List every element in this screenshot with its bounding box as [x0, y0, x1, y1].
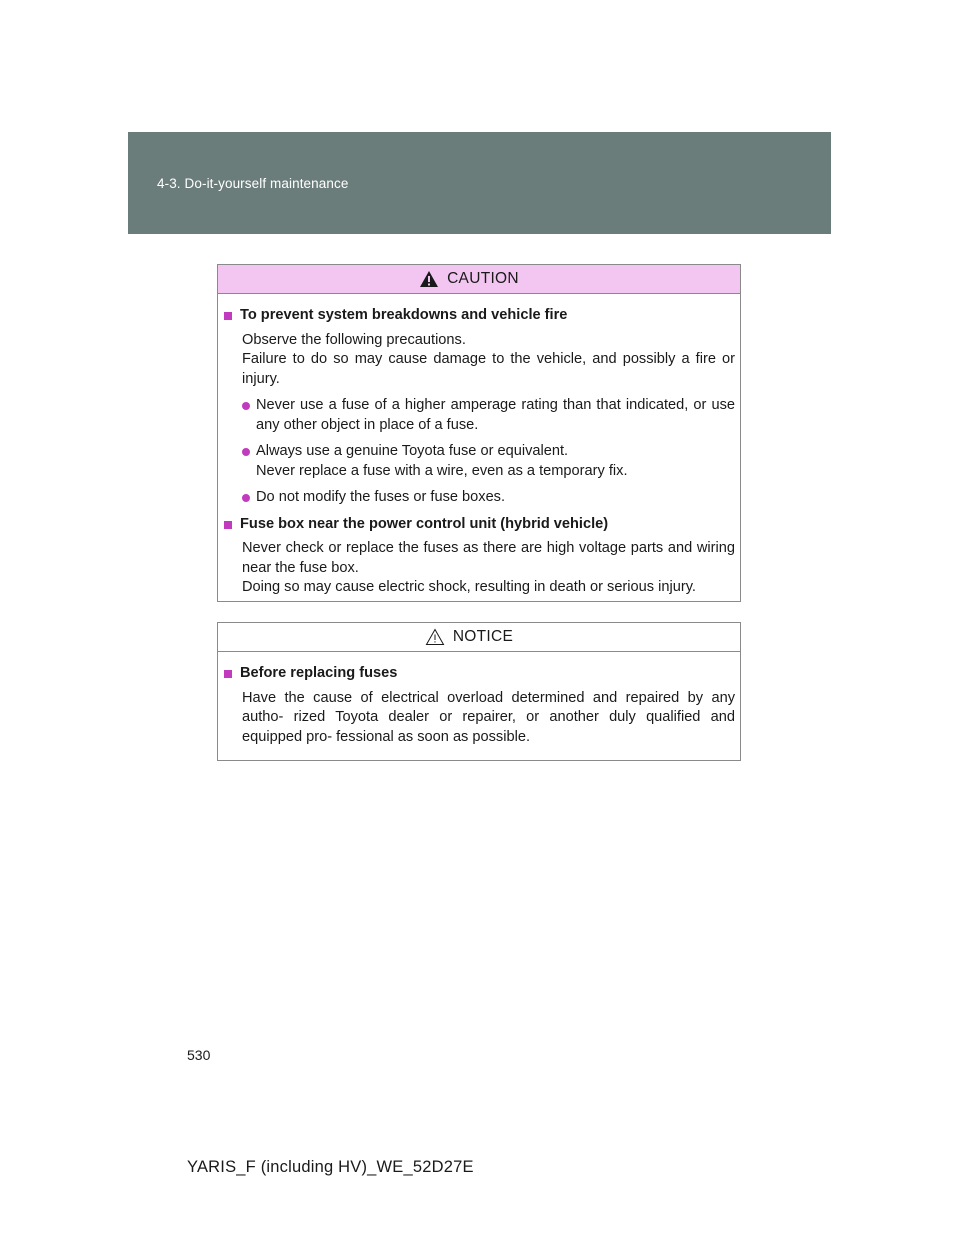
warning-triangle-outline-icon [425, 628, 445, 646]
caution-bullet: Always use a genuine Toyota fuse or equivalent. Never replace a fuse with a wire, even as a temporary fix. [223, 442, 735, 481]
warning-triangle-filled-icon [419, 270, 439, 288]
caution-box [217, 264, 741, 602]
caution-heading-1: To prevent system breakdowns and vehicle fire [223, 306, 735, 326]
notice-heading: Before replacing fuses [223, 664, 735, 684]
caution-bullet: Never use a fuse of a higher amperage rating than that indicated, or use any other object in place of a fuse. [223, 396, 735, 435]
square-bullet-icon [224, 312, 232, 320]
caution-heading-2: Fuse box near the power control unit (hybrid vehicle) [223, 515, 735, 535]
caution-intro: Observe the following precautions. Failure to do so may cause damage to the vehicle, and possibly a fire or injury. [242, 331, 735, 387]
square-bullet-icon [224, 521, 232, 529]
notice-box [217, 622, 741, 761]
round-bullet-icon [242, 494, 250, 502]
caution-paragraph-2: Never check or replace the fuses as there are high voltage parts and wiring near the fuse box. Doing so may cause electric shock, resulting in death or serious injury. [242, 540, 735, 595]
caution-title: CAUTION [447, 270, 519, 287]
section-title: 4-3. Do-it-yourself maintenance [157, 176, 349, 191]
caution-header [218, 265, 740, 294]
document-id: YARIS_F (including HV)_WE_52D27E [187, 1158, 474, 1176]
round-bullet-icon [242, 402, 250, 410]
caution-bullet: Do not modify the fuses or fuse boxes. [223, 488, 735, 508]
notice-title: NOTICE [452, 628, 514, 645]
notice-body [218, 652, 740, 747]
page-number: 530 [187, 1047, 211, 1063]
square-bullet-icon [224, 670, 232, 678]
caution-body [218, 294, 740, 598]
round-bullet-icon [242, 448, 250, 456]
notice-header [218, 623, 740, 652]
notice-paragraph: Have the cause of electrical overload determined and repaired by any autho- rized Toyota dealer or repairer, or another duly qualified and equipped pro- fessional as soon as possible. [242, 689, 735, 745]
